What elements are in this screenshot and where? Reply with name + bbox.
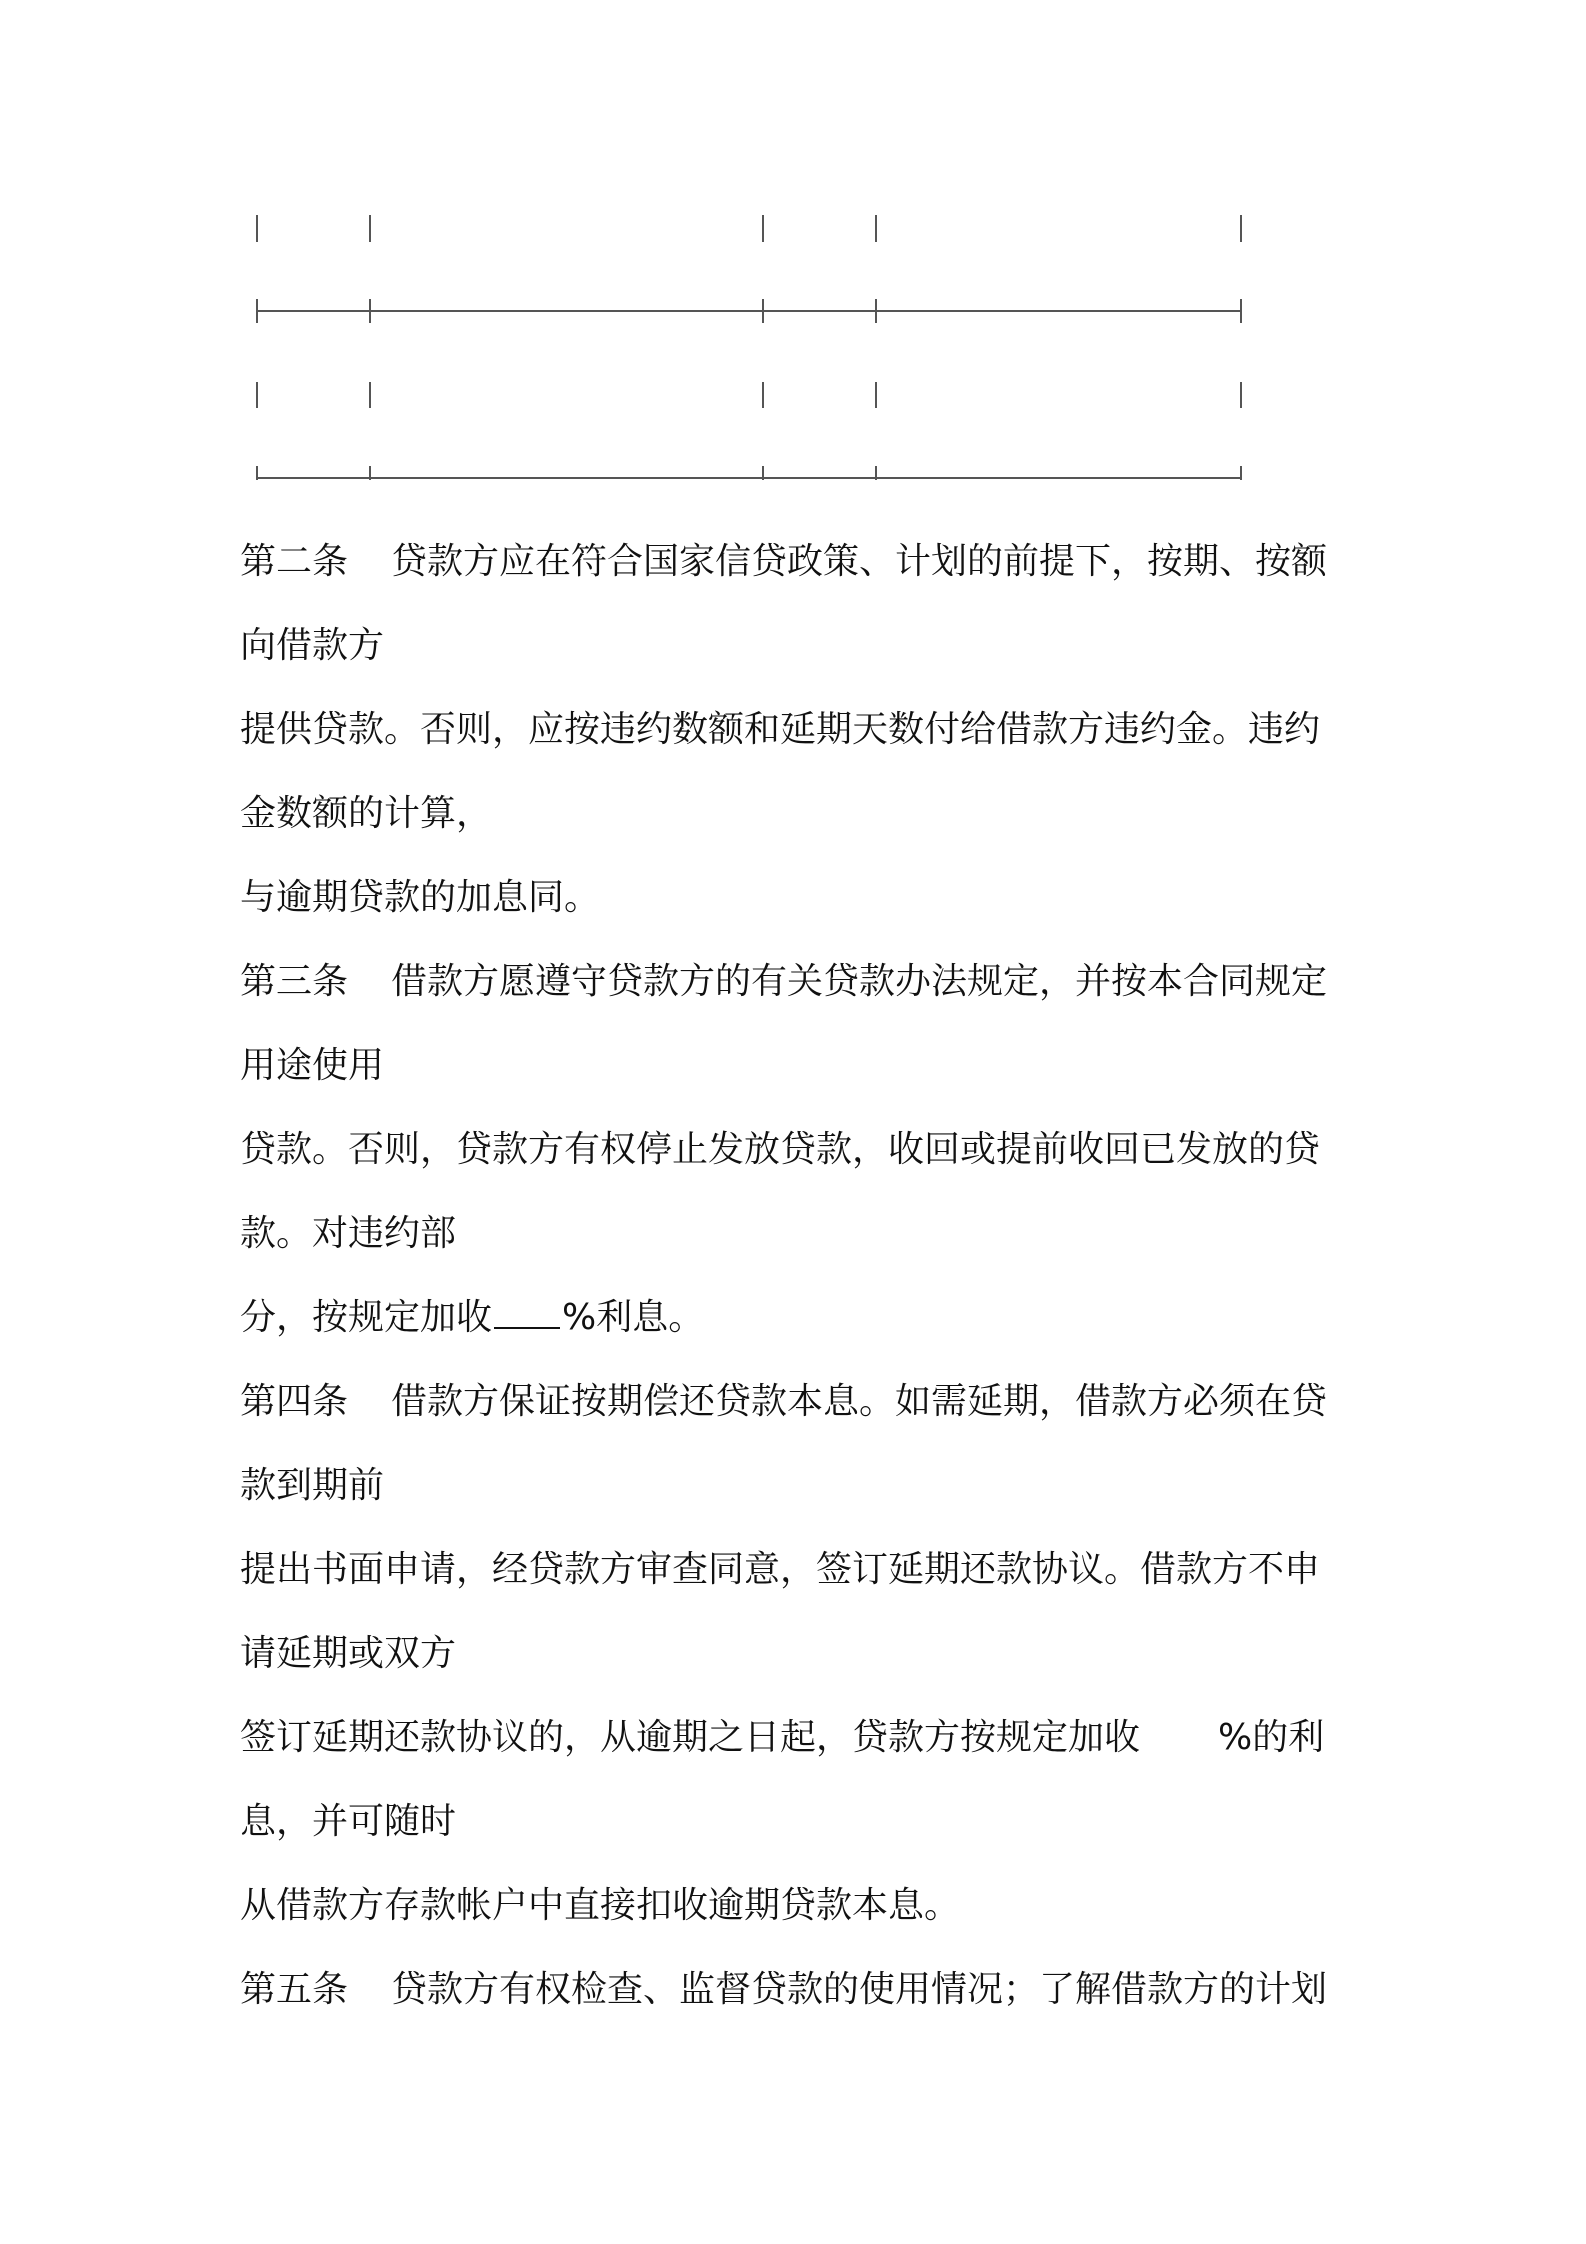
article-2-label: 第二条 <box>240 541 349 582</box>
article-4-line-3: 提出书面申请，经贷款方审查同意，签订延期还款协议。借款方不申 <box>240 1549 1321 1590</box>
article-4-text-1: 借款方保证按期偿还贷款本息。如需延期，借款方必须在贷 <box>391 1381 1328 1422</box>
article-4-text-5b: %的利 <box>1218 1717 1325 1758</box>
article-4-line-4: 请延期或双方 <box>240 1633 457 1674</box>
table-grid-lines <box>0 0 1586 500</box>
article-3-label: 第三条 <box>240 961 349 1002</box>
article-4-label: 第四条 <box>240 1381 349 1422</box>
interest-rate-blank <box>494 1297 560 1329</box>
article-2-line-4: 金数额的计算， <box>240 793 493 834</box>
article-3-text-1: 借款方愿遵守贷款方的有关贷款办法规定，并按本合同规定 <box>391 961 1328 1002</box>
article-2-line-1 <box>240 540 1327 584</box>
article-4-line-6: 息，并可随时 <box>240 1801 457 1842</box>
article-3-line-1 <box>240 960 1327 1004</box>
article-2-text-1: 贷款方应在符合国家信贷政策、计划的前提下，按期、按额 <box>391 541 1328 582</box>
article-4-line-2: 款到期前 <box>240 1465 385 1506</box>
article-2-line-5: 与逾期贷款的加息同。 <box>240 877 601 918</box>
article-3-text-5a: 分，按规定加收 <box>240 1297 493 1338</box>
article-2-line-2: 向借款方 <box>240 625 385 666</box>
article-3-line-5 <box>240 1296 704 1340</box>
article-4-line-7: 从借款方存款帐户中直接扣收逾期贷款本息。 <box>240 1885 961 1926</box>
article-3-line-3: 贷款。否则，贷款方有权停止发放贷款，收回或提前收回已发放的贷 <box>240 1129 1321 1170</box>
article-5-text-1: 贷款方有权检查、监督贷款的使用情况；了解借款方的计划 <box>391 1969 1328 2010</box>
article-4-text-5a: 签订延期还款协议的，从逾期之日起，贷款方按规定加收 <box>240 1717 1141 1758</box>
article-2-line-3: 提供贷款。否则，应按违约数额和延期天数付给借款方违约金。违约 <box>240 709 1321 750</box>
article-3-text-5b: %利息。 <box>562 1297 705 1338</box>
article-5-line-1 <box>240 1968 1327 2012</box>
article-4-line-1 <box>240 1380 1327 1424</box>
article-3-line-2: 用途使用 <box>240 1045 385 1086</box>
article-4-line-5 <box>240 1716 1324 1760</box>
article-3-line-4: 款。对违约部 <box>240 1213 457 1254</box>
article-5-label: 第五条 <box>240 1969 349 2010</box>
